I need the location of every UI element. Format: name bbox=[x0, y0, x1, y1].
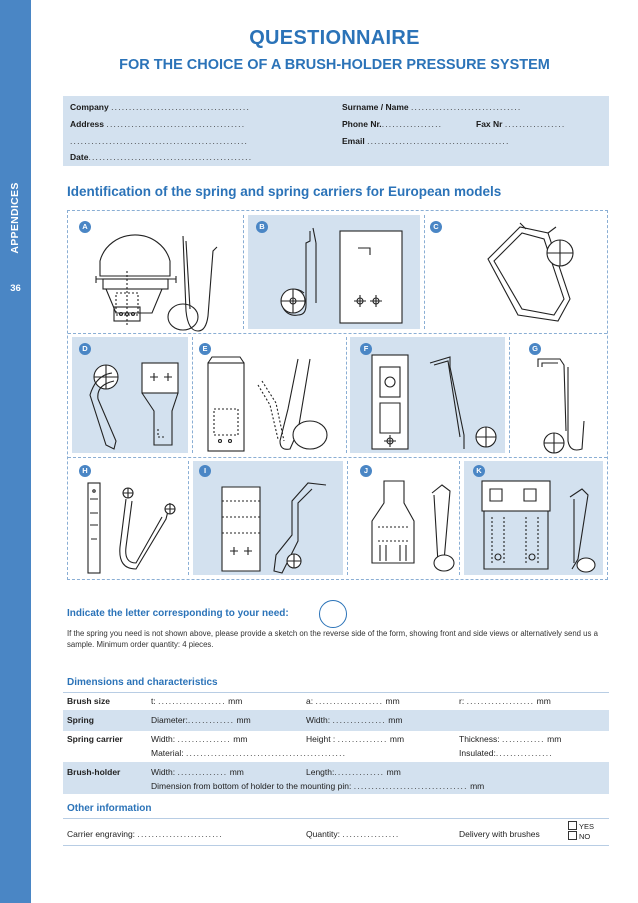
holder-length-field[interactable]: Length:.............. mm bbox=[306, 767, 401, 777]
spring-k-drawing bbox=[474, 477, 609, 577]
delivery-label: Delivery with brushes bbox=[459, 829, 540, 839]
badge-b: B bbox=[256, 221, 268, 233]
badge-k: K bbox=[473, 465, 485, 477]
phone-field[interactable]: Phone Nr.................. bbox=[342, 119, 443, 129]
row-brush-holder: Brush-holder Width: .............. mm Length:.............. mm Dimension from bottom of holder to the mounting pin: ................................ mm bbox=[63, 762, 609, 794]
spring-j-drawing bbox=[364, 471, 460, 577]
carrier-thickness-field[interactable]: Thickness: ............ mm bbox=[459, 734, 562, 744]
row-spring-carrier: Spring carrier Width: ............... mm Height : .............. mm Thickness: ............ mm Material: ............................................. Insulated:................ bbox=[67, 734, 562, 758]
address-line2-field[interactable]: .................................................. bbox=[70, 136, 249, 146]
spring-b-drawing bbox=[258, 223, 418, 328]
badge-a: A bbox=[79, 221, 91, 233]
sidebar bbox=[0, 0, 31, 903]
quantity-field[interactable]: Quantity: ................ bbox=[306, 829, 400, 839]
badge-j: J bbox=[360, 465, 372, 477]
carrier-material-field[interactable]: Material: ............................................. bbox=[151, 748, 347, 758]
spring-d-drawing bbox=[76, 345, 188, 455]
delivery-no-checkbox[interactable]: NO bbox=[568, 831, 590, 841]
company-field[interactable]: Company ....................................... bbox=[70, 102, 251, 112]
spring-figures bbox=[67, 210, 608, 580]
address-field[interactable]: Address ....................................... bbox=[70, 119, 246, 129]
badge-f: F bbox=[360, 343, 372, 355]
email-field[interactable]: Email ........................................ bbox=[342, 136, 510, 146]
brush-t-field[interactable]: t: ................... mm bbox=[151, 696, 243, 706]
spring-h-drawing bbox=[80, 477, 190, 577]
page-title: QUESTIONNAIRE bbox=[249, 27, 420, 49]
other-info-title: Other information bbox=[67, 803, 152, 814]
badge-g: G bbox=[529, 343, 541, 355]
row-spring: Spring Diameter:............. mm Width: ............... mm bbox=[63, 710, 609, 731]
delivery-yes-checkbox[interactable]: YES bbox=[568, 821, 594, 831]
spring-i-drawing bbox=[208, 475, 338, 577]
spring-diameter-field[interactable]: Diameter:............. mm bbox=[151, 715, 251, 725]
badge-i: I bbox=[199, 465, 211, 477]
spring-f-drawing bbox=[364, 345, 504, 455]
spring-e-drawing bbox=[198, 349, 343, 454]
carrier-height-field[interactable]: Height : .............. mm bbox=[306, 734, 405, 744]
carrier-engraving-field[interactable]: Carrier engraving: ........................ bbox=[67, 829, 223, 839]
page-number: 36 bbox=[10, 283, 21, 294]
badge-d: D bbox=[79, 343, 91, 355]
row-brush-size: Brush size t: ................... mm a: ................... mm r: ................... mm bbox=[67, 696, 551, 706]
fax-field[interactable]: Fax Nr ................. bbox=[476, 119, 566, 129]
badge-e: E bbox=[199, 343, 211, 355]
badge-h: H bbox=[79, 465, 91, 477]
brush-r-field[interactable]: r: ................... mm bbox=[459, 696, 551, 706]
spring-width-field[interactable]: Width: ............... mm bbox=[306, 715, 403, 725]
contact-form bbox=[63, 96, 609, 166]
carrier-width-field[interactable]: Width: ............... mm bbox=[151, 734, 248, 744]
holder-pin-dimension-field[interactable]: Dimension from bottom of holder to the mounting pin: ................................ mm bbox=[151, 781, 485, 791]
date-field[interactable]: Date.............................................. bbox=[70, 152, 253, 162]
section-label: APPENDICES bbox=[9, 182, 21, 254]
holder-width-field[interactable]: Width: .............. mm bbox=[151, 767, 244, 777]
brush-a-field[interactable]: a: ................... mm bbox=[306, 696, 400, 706]
carrier-insulated-field[interactable]: Insulated:................ bbox=[459, 748, 553, 758]
spring-g-drawing bbox=[528, 351, 608, 456]
letter-prompt: Indicate the letter corresponding to your need: bbox=[67, 608, 289, 619]
dimensions-title: Dimensions and characteristics bbox=[67, 677, 218, 688]
page-subtitle: FOR THE CHOICE OF A BRUSH-HOLDER PRESSURE SYSTEM bbox=[119, 57, 550, 73]
identification-title: Identification of the spring and spring carriers for European models bbox=[67, 184, 502, 199]
sketch-note: If the spring you need is not shown above, please provide a sketch on the reverse side of the form, showing front and side views or alternatively send us a sample. Minimum order quantity: 4 pieces. bbox=[67, 629, 598, 649]
spring-c-drawing bbox=[448, 219, 598, 329]
spring-a-drawing bbox=[88, 221, 238, 331]
badge-c: C bbox=[430, 221, 442, 233]
surname-field[interactable]: Surname / Name ............................... bbox=[342, 102, 522, 112]
letter-answer-circle[interactable] bbox=[319, 600, 347, 628]
